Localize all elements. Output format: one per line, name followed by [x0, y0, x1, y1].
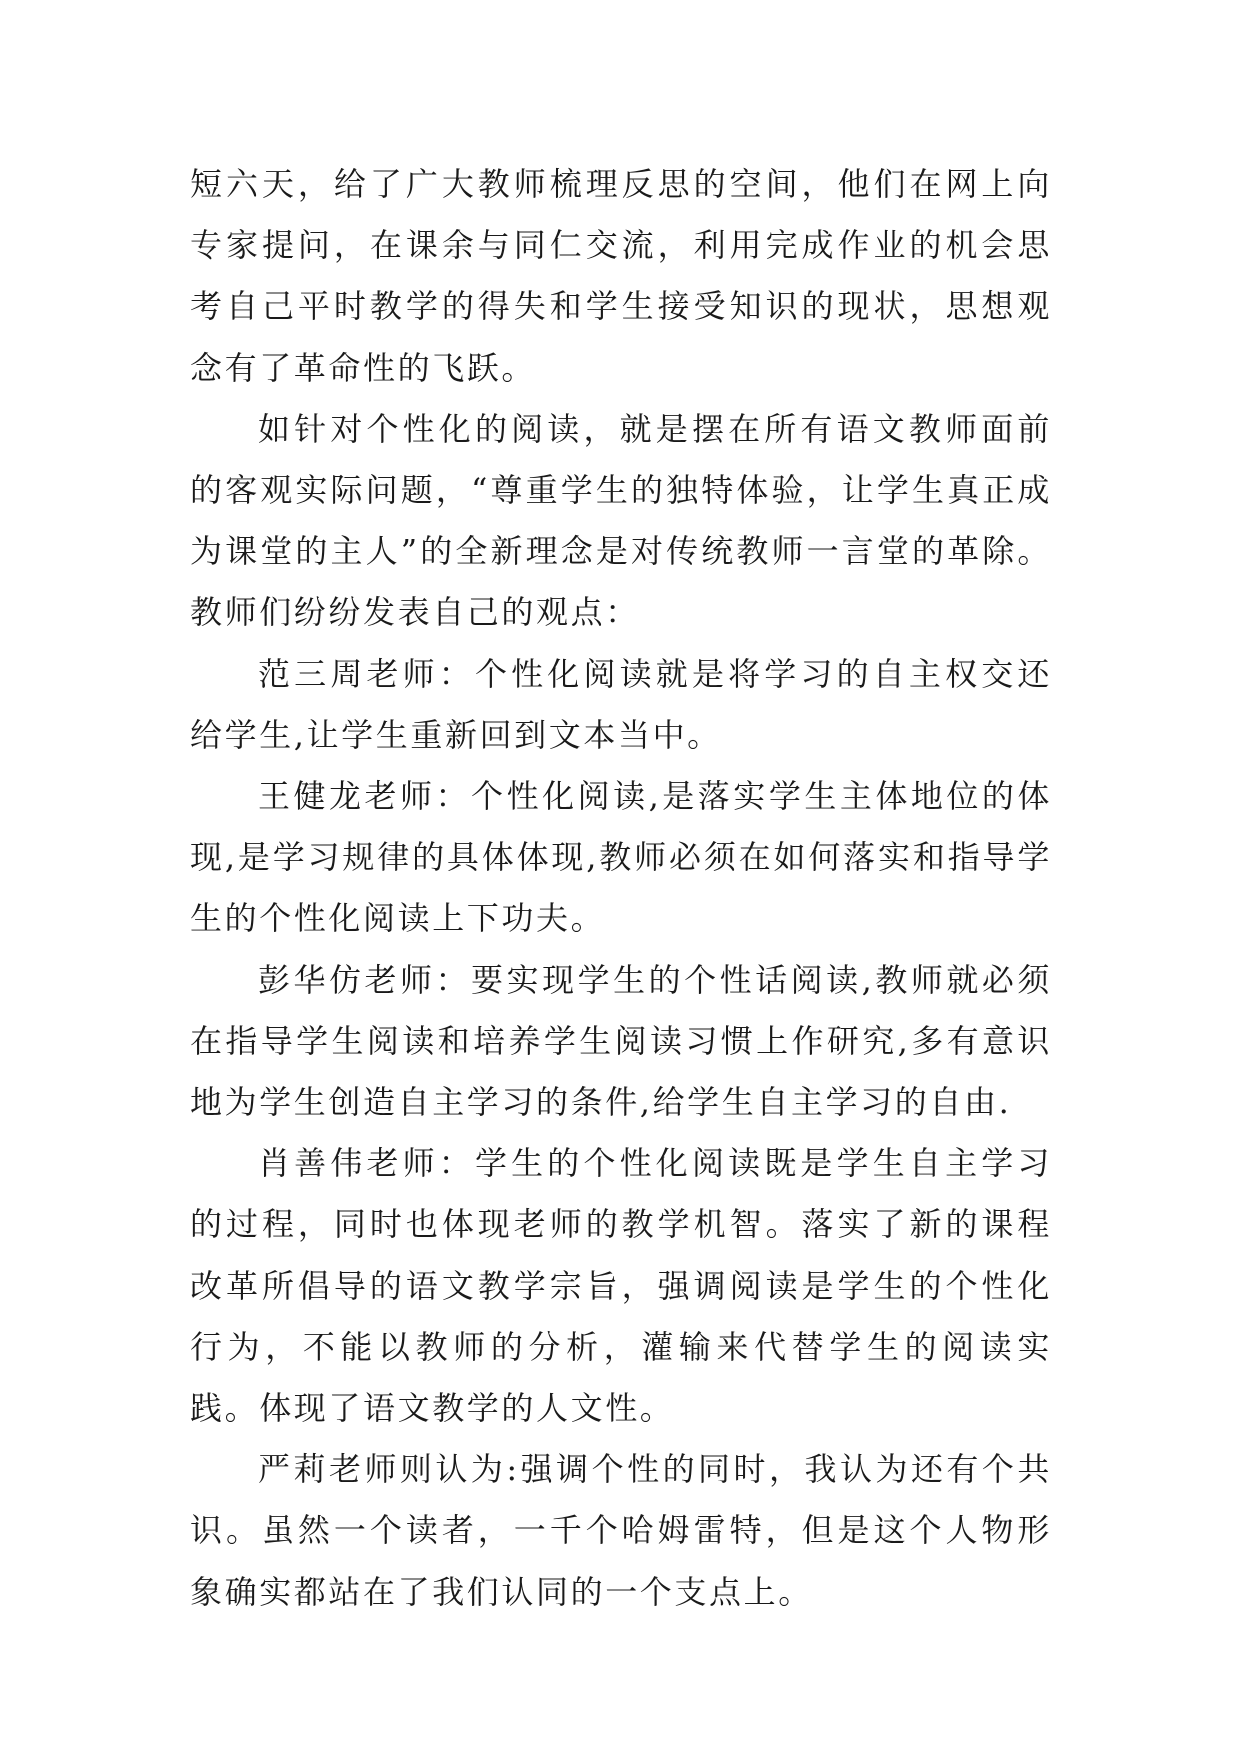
paragraph-continuation: 短六天，给了广大教师梳理反思的空间，他们在网上向专家提问，在课余与同仁交流，利用完成作业的机会思考自己平时教学的得失和学生接受知识的现状，思想观念有了革命性的飞跃。: [190, 165, 1052, 387]
paragraph-personalized-reading: 如针对个性化的阅读，就是摆在所有语文教师面前的客观实际问题，“尊重学生的独特体验，让学生真正成为课堂的主人”的全新理念是对传统教师一言堂的革除。教师们纷纷发表自己的观点：: [190, 409, 1052, 632]
document-body: [190, 154, 1052, 1623]
paragraph-teacher-wang: 王健龙老师：个性化阅读,是落实学生主体地位的体现,是学习规律的具体体现,教师必须在如何落实和指导学生的个性化阅读上下功夫。: [190, 777, 1052, 938]
paragraph-teacher-yan: 严莉老师则认为:强调个性的同时，我认为还有个共识。虽然一个读者，一千个哈姆雷特，但是这个人物形象确实都站在了我们认同的一个支点上。: [190, 1450, 1052, 1611]
paragraph-teacher-peng: 彭华仿老师：要实现学生的个性话阅读,教师就必须在指导学生阅读和培养学生阅读习惯上作研究,多有意识地为学生创造自主学习的条件,给学生自主学习的自由.: [190, 960, 1052, 1122]
paragraph-teacher-fan: 范三周老师：个性化阅读就是将学习的自主权交还给学生,让学生重新回到文本当中。: [190, 654, 1052, 754]
paragraph-teacher-xiao: 肖善伟老师：学生的个性化阅读既是学生自主学习的过程，同时也体现老师的教学机智。落实了新的课程改革所倡导的语文教学宗旨，强调阅读是学生的个性化行为，不能以教师的分析，灌输来代替学生的阅读实践。体现了语文教学的人文性。: [190, 1144, 1052, 1428]
